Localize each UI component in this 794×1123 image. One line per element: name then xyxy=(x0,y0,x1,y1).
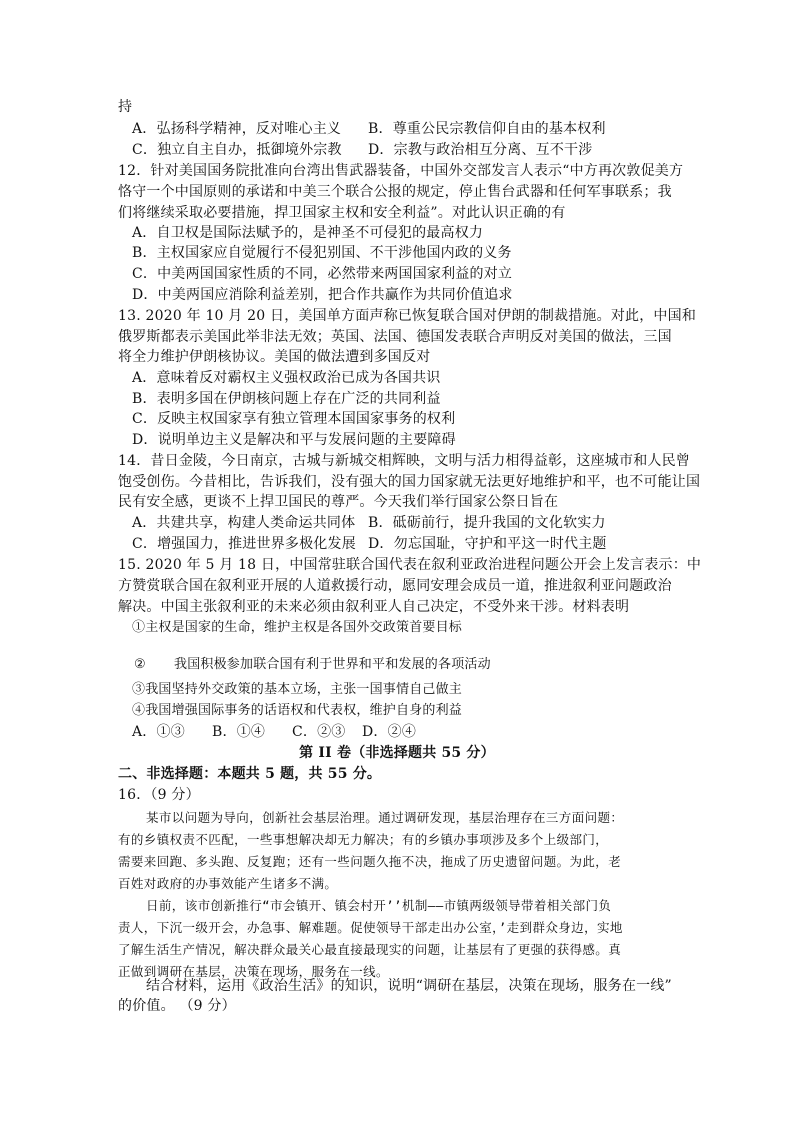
option-a: A．弘扬科学精神，反对唯心主义 xyxy=(132,121,342,137)
q15-item-2: 我国积极参加联合国有利于世界和平和发展的各项活动 xyxy=(174,657,491,672)
q16-material-line: 正做到调研在基层，决策在现场，服务在一线。 xyxy=(118,964,389,979)
q12-stem-line: 恪守一个中国原则的承诺和中美三个联合公报的规定，停止售台武器和任何军事联系；我 xyxy=(118,184,672,200)
q15-stem-line: 解决。中国主张叙利亚的未来必须由叙利亚人自己决定，不受外来干涉。材料表明 xyxy=(118,599,630,615)
q14-option-c: C．增强国力，推进世界多极化发展 xyxy=(132,536,356,552)
prev-options-row2 xyxy=(132,140,592,160)
q15-item-4: ④我国增强国际事务的话语权和代表权，维护自身的利益 xyxy=(132,703,463,718)
q12-option-d: D．中美两国应消除利益差别，把合作共赢作为共同价值追求 xyxy=(132,287,513,303)
q15-options xyxy=(132,722,416,742)
q16-material-line: 有的乡镇权责不匹配，一些事想解决却无力解决；有的乡镇办事项涉及多个上级部门， xyxy=(118,832,609,847)
q15-option-a: A．①③ xyxy=(132,724,185,740)
option-b: B．尊重公民宗教信仰自由的基本权利 xyxy=(368,121,606,137)
q14-option-a: A．共建共享，构建人类命运共同体 xyxy=(132,515,356,531)
q13-option-b: B．表明多国在伊朗核问题上存在广泛的共同利益 xyxy=(132,391,441,407)
q14-stem-line: 民有安全感，更谈不上捍卫国民的尊严。今天我们举行国家公祭日旨在 xyxy=(118,494,559,510)
q14-stem-line: 14．昔日金陵，今日南京，古城与新城交相辉映，文明与活力相得益彰，这座城市和人民曾 xyxy=(118,453,691,469)
q14-option-d: D．勿忘国耻，守护和平这一时代主题 xyxy=(368,536,607,552)
q16-material-line: 了解生活生产情况，解决群众最关心最直接最现实的问题，让基层有了更强的获得感。真 xyxy=(118,942,622,957)
q12-stem-line: 12．针对美国国务院批准向台湾出售武器装备，中国外交部发言人表示“中方再次敦促美方 xyxy=(118,163,684,179)
q14-options-row1 xyxy=(132,513,606,533)
option-c: C．独立自主自办，抵御境外宗教 xyxy=(132,142,342,158)
q14-option-b: B．砥砺前行，提升我国的文化软实力 xyxy=(368,515,606,531)
q16-material-line: 日前，该市创新推行“市会镇开、镇会村开’’机制——市镇两级领导带着相关部门负 xyxy=(146,898,612,913)
prev-options-row1 xyxy=(132,119,606,139)
q14-stem-line: 饱受创伤。今昔相比，告诉我们，没有强大的国力国家就无法更好地维护和平，也不可能让国 xyxy=(118,474,701,490)
q12-stem-line: 们将继续采取必要措施，捍卫国家主权和安全利益”。对此认识正确的有 xyxy=(118,205,566,221)
q15-item-1: ①主权是国家的生命，维护主权是各国外交政策首要目标 xyxy=(132,620,463,635)
q13-stem-line: 13. 2020 年 10 月 20 日，美国单方面声称已恢复联合国对伊朗的制裁措施。对此，中国和 xyxy=(118,308,697,324)
q16-material-line: 需要来回跑、多头跑、反复跑；还有一些问题久拖不决，拖成了历史遗留问题。为此，老 xyxy=(118,854,622,869)
section-heading: 二、非选择题：本题共 5 题，共 55 分。 xyxy=(118,766,382,782)
q13-stem-line: 将全力维护伊朗核协议。美国的做法遭到多国反对 xyxy=(118,349,431,365)
continued-text: 持 xyxy=(118,99,133,115)
option-d: D．宗教与政治相互分离、互不干涉 xyxy=(368,142,593,158)
q12-option-c: C．中美两国国家性质的不同，必然带来两国国家利益的对立 xyxy=(132,266,513,282)
q16-material-line: 百姓对政府的办事效能产生诸多不满。 xyxy=(118,876,338,891)
q15-stem-line: 15. 2020 年 5 月 18 日，中国常驻联合国代表在叙利亚政治进程问题公开会上发言表示：中 xyxy=(118,557,702,573)
q16-label: 16．（9 分） xyxy=(118,787,200,803)
q15-option-b: B．①④ xyxy=(212,724,266,740)
q15-option-c: C．②③ xyxy=(292,724,346,740)
q13-option-c: C．反映主权国家享有独立管理本国国家事务的权利 xyxy=(132,411,456,427)
q14-options-row2 xyxy=(132,534,607,554)
q12-option-a: A．自卫权是国际法赋予的，是神圣不可侵犯的最高权力 xyxy=(132,225,484,241)
q13-option-a: A．意味着反对霸权主义强权政治已成为各国共识 xyxy=(132,370,441,386)
q16-material-line: 责人，下沉一级开会，办急事、解难题。促使领导干部走出办公室，’走到群众身边，实地 xyxy=(118,920,623,935)
q16-material-line: 某市以问题为导向，创新社会基层治理。通过调研发现，基层治理存在三方面问题： xyxy=(146,810,624,825)
q15-stem-line: 方赞赏联合国在叙利亚开展的人道救援行动，愿同安理会成员一道，推进叙利亚问题政治 xyxy=(118,578,672,594)
q12-option-b: B．主权国家应自觉履行不侵犯别国、不干涉他国内政的义务 xyxy=(132,245,512,261)
q16-question-line: 的价值。 （9 分） xyxy=(118,998,236,1014)
q15-item-3: ③我国坚持外交政策的基本立场，主张一国事情自己做主 xyxy=(132,682,463,697)
q15-option-d: D．②④ xyxy=(362,724,417,740)
q15-item-2-marker: ② xyxy=(134,657,146,672)
q13-stem-line: 俄罗斯都表示美国此举非法无效；英国、法国、德国发表联合声明反对美国的做法，三国 xyxy=(118,329,672,345)
section-title: 第 II 卷（非选择题共 55 分） xyxy=(299,745,495,761)
q13-option-d: D．说明单边主义是解决和平与发展问题的主要障碍 xyxy=(132,432,456,448)
q16-question-line: 结合材料，运用《政治生活》的知识，说明“调研在基层，决策在现场，服务在一线” xyxy=(146,978,672,994)
